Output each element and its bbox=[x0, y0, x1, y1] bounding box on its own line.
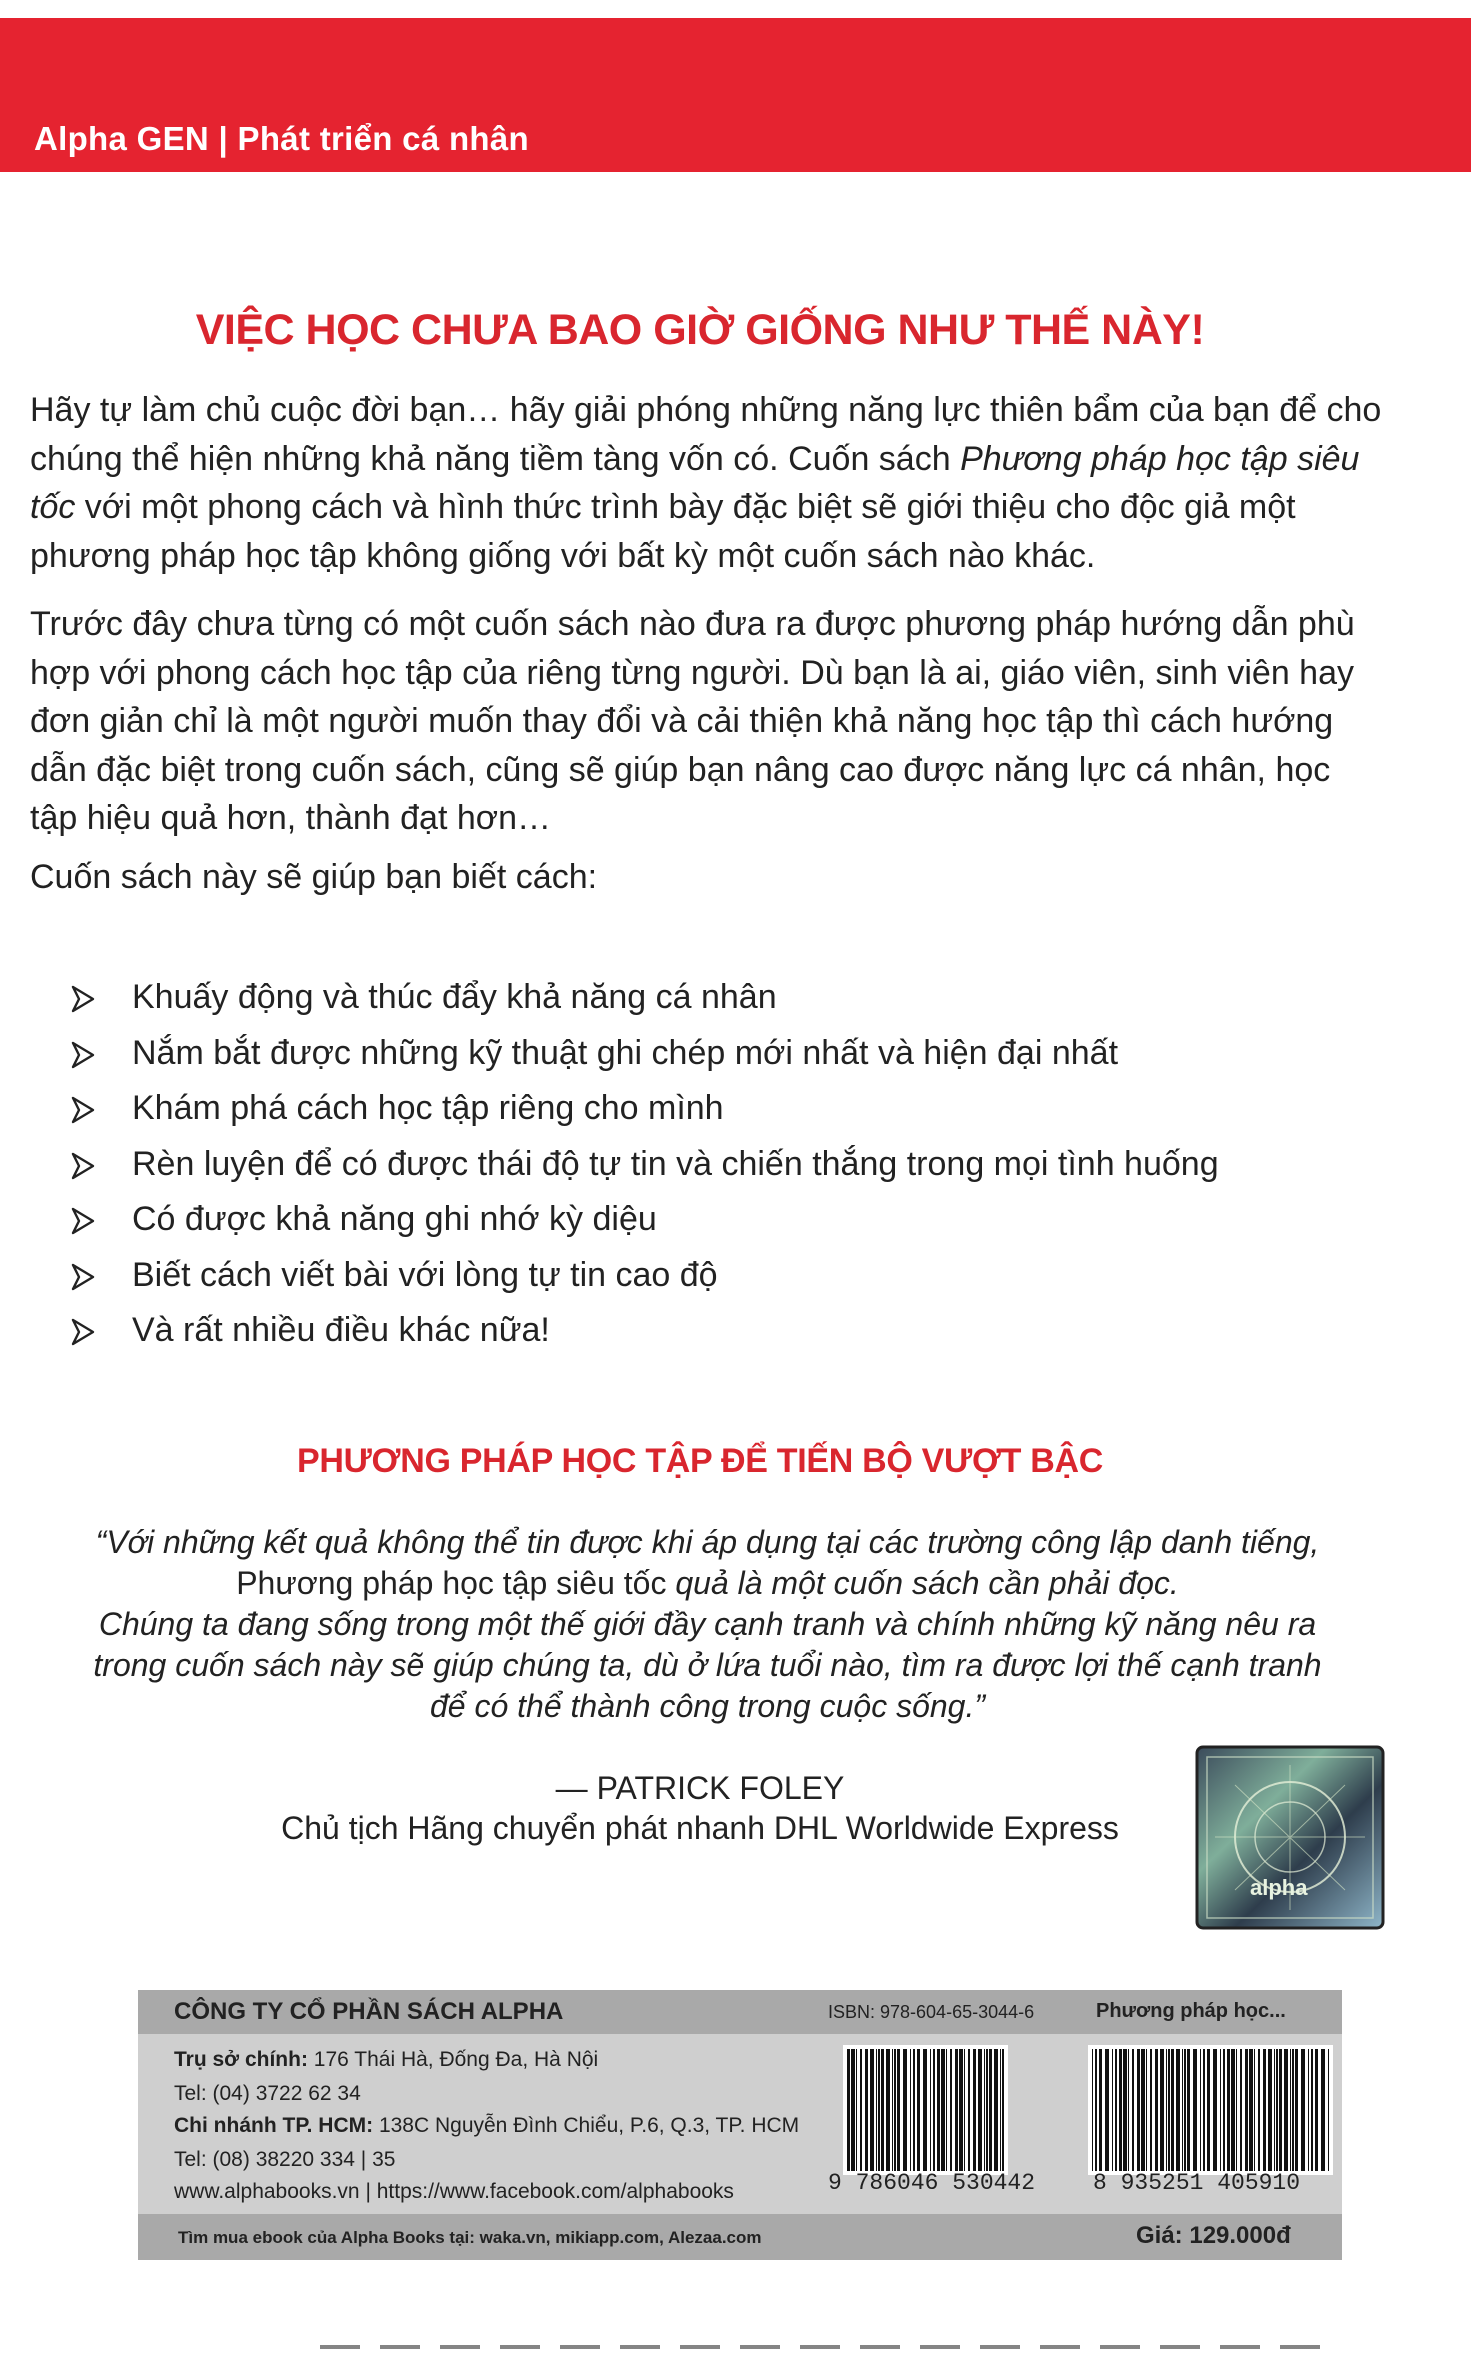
website-links: www.alphabooks.vn | https://www.facebook.com/alphabooks bbox=[174, 2180, 734, 2203]
series-label: Alpha GEN | Phát triển cá nhân bbox=[34, 120, 529, 157]
hologram-seal-icon bbox=[1195, 1745, 1385, 1930]
publisher-footer-bar bbox=[138, 2214, 1342, 2260]
quote-line: “Với những kết quả không thể tin được khi áp dụng tại các trường công lập danh tiếng, bbox=[95, 1524, 1320, 1560]
svg-text:alpha: alpha bbox=[1250, 1875, 1308, 1900]
ean-barcode-icon bbox=[1088, 2045, 1333, 2175]
isbn-barcode-number: 9 786046 530442 bbox=[828, 2170, 1036, 2196]
ebook-stores: Tìm mua ebook của Alpha Books tại: waka.vn, mikiapp.com, Alezaa.com bbox=[178, 2228, 762, 2247]
arrow-bullet-icon bbox=[70, 1318, 96, 1346]
quote-line: Chúng ta đang sống trong một thế giới đầy cạnh tranh và chính những kỹ năng nêu ra bbox=[98, 1606, 1317, 1642]
list-item: Khuấy động và thúc đẩy khả năng cá nhân bbox=[70, 970, 1219, 1026]
intro-paragraph-2: Trước đây chưa từng có một cuốn sách nào đưa ra được phương pháp hướng dẫn phù hợp với phong cách học tập của riêng từng người. Dù bạn là ai, giáo viên, sinh viên hay đơn giản chỉ là một người muốn thay đổi và cải thiện khả năng học tập thì cách hướng dẫn đặc biệt trong cuốn sách, cũng sẽ giúp bạn nâng cao được năng lực cá nhân, học tập hiệu quả hơn, thành đạt hơn… bbox=[30, 605, 1355, 837]
list-item: Khám phá cách học tập riêng cho mình bbox=[70, 1081, 1219, 1137]
bottom-edge-marks bbox=[320, 2345, 1320, 2349]
main-headline: VIỆC HỌC CHƯA BAO GIỜ GIỐNG NHƯ THẾ NÀY! bbox=[195, 306, 1205, 354]
company-name: CÔNG TY CỔ PHẦN SÁCH ALPHA bbox=[174, 1998, 564, 2025]
list-item: Có được khả năng ghi nhớ kỳ diệu bbox=[70, 1192, 1219, 1248]
top-banner bbox=[0, 18, 1471, 172]
ean-barcode-number: 8 935251 405910 bbox=[1093, 2170, 1301, 2196]
quote-line: trong cuốn sách này sẽ giúp chúng ta, dù ở lứa tuổi nào, tìm ra được lợi thế cạnh tranh bbox=[93, 1647, 1322, 1683]
book-title-inline: Phương pháp học tập siêu tốc bbox=[30, 439, 1360, 526]
intro-paragraph-3: Cuốn sách này sẽ giúp bạn biết cách: bbox=[30, 858, 598, 896]
isbn-label: ISBN: 978-604-65-3044-6 bbox=[828, 2002, 1035, 2022]
arrow-bullet-icon bbox=[70, 1152, 96, 1180]
quote-author-role: Chủ tịch Hãng chuyển phát nhanh DHL Worldwide Express bbox=[281, 1810, 1119, 1846]
list-item: Rèn luyện để có được thái độ tự tin và chiến thắng trong mọi tình huống bbox=[70, 1137, 1219, 1193]
quote-author: — PATRICK FOLEY bbox=[555, 1770, 845, 1806]
arrow-bullet-icon bbox=[70, 985, 96, 1013]
list-item: Nắm bắt được những kỹ thuật ghi chép mới nhất và hiện đại nhất bbox=[70, 1026, 1219, 1082]
publisher-info-box bbox=[138, 1990, 1342, 2260]
list-item: Biết cách viết bài với lòng tự tin cao độ bbox=[70, 1248, 1219, 1304]
book-title-inline: Phương pháp học tập siêu tốc bbox=[236, 1565, 667, 1601]
hq-phone: Tel: (04) 3722 62 34 bbox=[174, 2082, 361, 2105]
isbn-barcode-icon bbox=[843, 2045, 1008, 2175]
hq-address: Trụ sở chính: 176 Thái Hà, Đống Đa, Hà Nội bbox=[174, 2048, 599, 2071]
quote-line: Phương pháp học tập siêu tốc quả là một cuốn sách cần phải đọc. bbox=[236, 1565, 1179, 1601]
quote-line: để có thể thành công trong cuộc sống.” bbox=[429, 1688, 986, 1724]
publisher-header-bar bbox=[138, 1990, 1342, 2034]
sub-headline: PHƯƠNG PHÁP HỌC TẬP ĐỂ TIẾN BỘ VƯỢT BẬC bbox=[296, 1442, 1104, 1480]
arrow-bullet-icon bbox=[70, 1041, 96, 1069]
arrow-bullet-icon bbox=[70, 1263, 96, 1291]
branch-address: Chi nhánh TP. HCM: 138C Nguyễn Đình Chiểu, P.6, Q.3, TP. HCM bbox=[174, 2114, 800, 2137]
testimonial-quote bbox=[40, 1522, 1375, 1727]
price-label: Giá: 129.000đ bbox=[1136, 2222, 1291, 2249]
intro-paragraph-1: Hãy tự làm chủ cuộc đời bạn… hãy giải phóng những năng lực thiên bẩm của bạn để cho chúng thể hiện những khả năng tiềm tàng vốn có. Cuốn sách Phương pháp học tập siêu tốc với một phong cách và hình thức trình bày đặc biệt sẽ giới thiệu cho độc giả một phương pháp học tập không giống với bất kỳ một cuốn sách nào khác. bbox=[30, 391, 1382, 575]
list-item: Và rất nhiều điều khác nữa! bbox=[70, 1303, 1219, 1359]
short-book-title: Phương pháp học... bbox=[1096, 2000, 1286, 2022]
benefit-list bbox=[70, 970, 1219, 1359]
arrow-bullet-icon bbox=[70, 1096, 96, 1124]
branch-phone: Tel: (08) 38220 334 | 35 bbox=[174, 2148, 396, 2171]
arrow-bullet-icon bbox=[70, 1207, 96, 1235]
